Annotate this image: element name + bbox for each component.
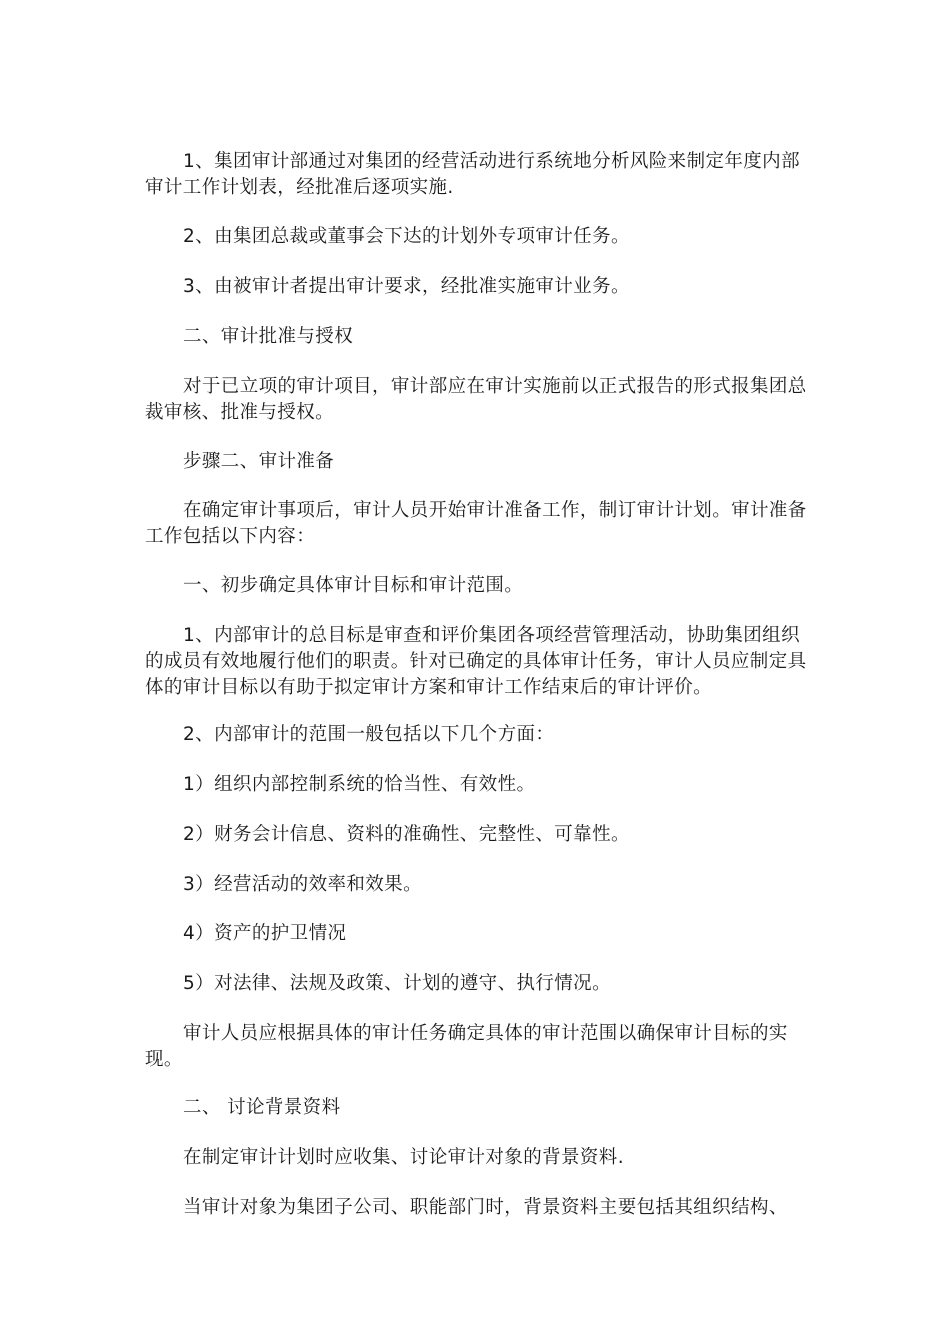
list-item-scope-1: 1）组织内部控制系统的恰当性、有效性。 — [183, 774, 536, 795]
list-item-scope-4: 4）资产的护卫情况 — [183, 923, 347, 944]
paragraph-plan-item-2: 2、由集团总裁或董事会下达的计划外专项审计任务。 — [183, 226, 630, 247]
paragraph-preparation: 在确定审计事项后，审计人员开始审计准备工作，制订审计计划。审计准备工作包括以下内容： — [145, 500, 807, 547]
paragraph-scope: 2、内部审计的范围一般包括以下几个方面： — [183, 724, 555, 745]
section-heading-background: 二、 讨论背景资料 — [183, 1097, 341, 1118]
paragraph-background: 在制定审计计划时应收集、讨论审计对象的背景资料. — [183, 1147, 624, 1168]
paragraph-objectives: 1、内部审计的总目标是审查和评价集团各项经营管理活动，协助集团组织的成员有效地履行他们的职责。针对已确定的具体审计任务，审计人员应制定具体的审计目标以有助于拟定审计方案和审计工作结束后的审计评价。 — [145, 625, 807, 698]
step-heading-preparation: 步骤二、审计准备 — [183, 451, 335, 472]
list-item-scope-5: 5）对法律、法规及政策、计划的遵守、执行情况。 — [183, 973, 611, 994]
paragraph-plan-item-3: 3、由被审计者提出审计要求，经批准实施审计业务。 — [183, 276, 630, 297]
section-heading-objectives: 一、初步确定具体审计目标和审计范围。 — [183, 575, 524, 596]
section-heading-approval: 二、审计批准与授权 — [183, 326, 354, 347]
paragraph-scope-summary: 审计人员应根据具体的审计任务确定具体的审计范围以确保审计目标的实现。 — [145, 1023, 788, 1070]
paragraph-background-detail: 当审计对象为集团子公司、职能部门时，背景资料主要包括其组织结构、 — [183, 1197, 788, 1218]
paragraph-plan-item-1: 1、集团审计部通过对集团的经营活动进行系统地分析风险来制定年度内部审计工作计划表，经批准后逐项实施. — [145, 151, 800, 198]
list-item-scope-3: 3）经营活动的效率和效果。 — [183, 874, 422, 895]
paragraph-approval: 对于已立项的审计项目，审计部应在审计实施前以正式报告的形式报集团总裁审核、批准与授权。 — [145, 376, 807, 423]
list-item-scope-2: 2）财务会计信息、资料的准确性、完整性、可靠性。 — [183, 824, 630, 845]
